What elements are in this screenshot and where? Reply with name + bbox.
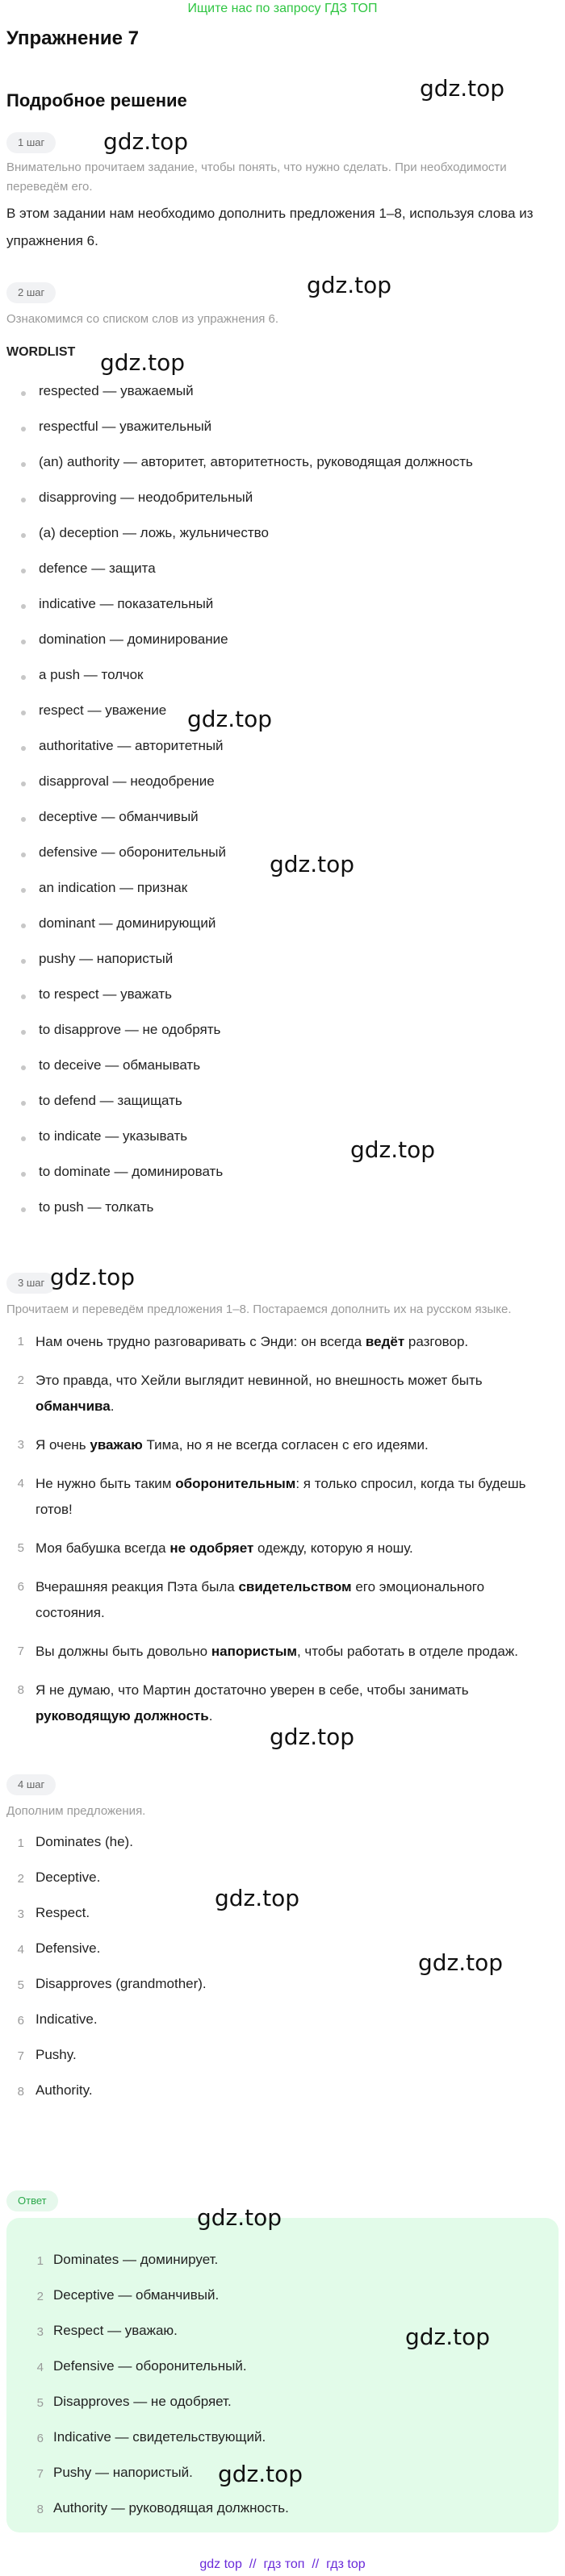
sentence-answer-word: обманчива	[36, 1398, 111, 1414]
completed-item: Pushy.	[36, 2047, 77, 2062]
top-search-link[interactable]: Ищите нас по запросу ГДЗ ТОП	[187, 2, 378, 15]
footer-links	[0, 2555, 565, 2574]
sentence-text: его эмоционального состояния.	[36, 1579, 485, 1620]
answer-item: Authority — руководящая должность.	[53, 2500, 289, 2516]
answer-item: Indicative — свидетельствующий.	[53, 2429, 266, 2445]
bullet-dot	[21, 1101, 26, 1106]
watermark: gdz.top	[103, 128, 189, 155]
wordlist-item: respected — уважаемый	[39, 383, 194, 398]
bullet-dot	[21, 427, 26, 431]
wordlist-item: respect — уважение	[39, 702, 167, 718]
item-number: 8	[17, 1683, 24, 1697]
wordlist-item: domination — доминирование	[39, 631, 228, 647]
completed-item: Authority.	[36, 2082, 93, 2098]
footer-separator: //	[312, 2557, 320, 2571]
sentence-answer-word: свидетельством	[238, 1579, 352, 1594]
wordlist-item: (an) authority — авторитет, авторитетность, руководящая должность	[39, 454, 473, 469]
wordlist-item: disapproval — неодобрение	[39, 773, 215, 789]
sentence-answer-word: не одобряет	[170, 1540, 254, 1556]
bullet-dot	[21, 994, 26, 999]
bullet-dot	[21, 533, 26, 538]
sentence-text: .	[208, 1708, 213, 1724]
bullet-dot	[21, 675, 26, 680]
wordlist-item: to deceive — обманывать	[39, 1057, 201, 1073]
item-number: 6	[17, 1580, 24, 1594]
wordlist-item: defensive — оборонительный	[39, 844, 227, 860]
footer-separator: //	[249, 2557, 257, 2571]
item-number: 2	[17, 1373, 24, 1387]
sentence-answer-word: оборонительным	[175, 1476, 296, 1491]
item-number: 1	[36, 2254, 44, 2268]
sentence-answer-word: ведёт	[365, 1334, 405, 1349]
sentence-text: разговор.	[404, 1334, 469, 1349]
item-number: 3	[17, 1438, 24, 1452]
completed-item: Indicative.	[36, 2011, 98, 2027]
item-number: 1	[17, 1836, 24, 1850]
step-1-text: В этом задании нам необходимо дополнить предложения 1–8, используя слова из упражнения 6.	[6, 206, 534, 248]
wordlist-item: respectful — уважительный	[39, 419, 212, 434]
completed-item: Deceptive.	[36, 1869, 101, 1885]
bullet-dot	[21, 923, 26, 928]
bullet-dot	[21, 391, 26, 396]
bullet-dot	[21, 817, 26, 822]
footer-link-gdz-top-ru[interactable]: гдз топ	[263, 2557, 305, 2571]
sentence	[36, 1639, 549, 1665]
bullet-dot	[21, 1030, 26, 1035]
watermark: gdz.top	[50, 1264, 136, 1290]
item-number: 6	[17, 2014, 24, 2028]
footer-link-gdz-top[interactable]: gdz top	[199, 2557, 242, 2571]
sentence	[36, 1536, 549, 1561]
sentence-text: Моя бабушка всегда	[36, 1540, 170, 1556]
bullet-dot	[21, 498, 26, 502]
sentence-text: Нам очень трудно разговаривать с Энди: он всегда	[36, 1334, 366, 1349]
item-number: 7	[17, 2049, 24, 2063]
completed-item: Disapproves (grandmother).	[36, 1976, 207, 1991]
wordlist-item: deceptive — обманчивый	[39, 809, 199, 824]
page-title: Упражнение 7	[6, 27, 139, 49]
sentence-text: Это правда, что Хейли выглядит невинной, но внешность может быть	[36, 1373, 483, 1388]
watermark: gdz.top	[218, 2461, 303, 2487]
answer-item: Respect — уважаю.	[53, 2323, 178, 2338]
sentence-text: одежду, которую я ношу.	[253, 1540, 413, 1556]
item-number: 7	[17, 1644, 24, 1658]
bullet-dot	[21, 711, 26, 715]
wordlist-item: dominant — доминирующий	[39, 915, 216, 931]
sentence-text: Не нужно быть таким	[36, 1476, 176, 1491]
step-1-hint: Внимательно прочитаем задание, чтобы понять, что нужно сделать. При необходимости переведём его.	[6, 160, 507, 194]
bullet-dot	[21, 1136, 26, 1141]
sentence-text: .	[110, 1398, 115, 1414]
sentence-text: Тима, но я не всегда согласен с его идеями.	[142, 1437, 429, 1453]
item-number: 1	[17, 1335, 24, 1348]
sentence	[36, 1574, 549, 1626]
wordlist-item: (a) deception — ложь, жульничество	[39, 525, 269, 540]
item-number: 4	[17, 1943, 24, 1957]
watermark: gdz.top	[420, 75, 505, 102]
sentence-text: : я только спросил, когда ты будешь готов!	[36, 1476, 526, 1517]
watermark: gdz.top	[307, 272, 392, 298]
wordlist-item: to dominate — доминировать	[39, 1164, 224, 1179]
wordlist-item: to defend — защищать	[39, 1093, 182, 1108]
watermark: gdz.top	[187, 706, 273, 732]
bullet-dot	[21, 569, 26, 573]
answer-badge: Ответ	[6, 2190, 58, 2211]
bullet-dot	[21, 640, 26, 644]
step-3-hint: Прочитаем и переведём предложения 1–8. Постараемся дополнить их на русском языке.	[6, 1303, 512, 1316]
step-1-badge: 1 шаг	[6, 132, 56, 153]
bullet-dot	[21, 1065, 26, 1070]
answer-item: Dominates — доминирует.	[53, 2252, 219, 2267]
answer-item: Pushy — напористый.	[53, 2465, 193, 2480]
watermark: gdz.top	[197, 2204, 282, 2231]
item-number: 6	[36, 2432, 44, 2445]
item-number: 5	[17, 1978, 24, 1992]
wordlist-item: authoritative — авторитетный	[39, 738, 224, 753]
sentence-text: Вчерашняя реакция Пэта была	[36, 1579, 239, 1594]
answer-item: Disapproves — не одобряет.	[53, 2394, 232, 2409]
item-number: 2	[17, 1872, 24, 1886]
bullet-dot	[21, 1207, 26, 1212]
wordlist-item: indicative — показательный	[39, 596, 214, 611]
bullet-dot	[21, 959, 26, 964]
answer-item: Defensive — оборонительный.	[53, 2358, 247, 2374]
watermark: gdz.top	[100, 349, 186, 376]
sentence	[36, 1678, 549, 1729]
watermark: gdz.top	[350, 1136, 436, 1163]
item-number: 5	[36, 2396, 44, 2410]
sentence-text: Вы должны быть довольно	[36, 1644, 211, 1659]
completed-item: Defensive.	[36, 1940, 101, 1956]
wordlist-item: disapproving — неодобрительный	[39, 490, 253, 505]
item-number: 3	[17, 1907, 24, 1921]
item-number: 4	[36, 2361, 44, 2374]
wordlist-item: to disapprove — не одобрять	[39, 1022, 221, 1037]
wordlist-item: defence — защита	[39, 561, 156, 576]
sentence-answer-word: уважаю	[90, 1437, 143, 1453]
step-4-badge: 4 шаг	[6, 1774, 56, 1795]
bullet-dot	[21, 746, 26, 751]
wordlist-item: an indication — признак	[39, 880, 188, 895]
sentence	[36, 1471, 549, 1523]
bullet-dot	[21, 888, 26, 893]
wordlist-item: to respect — уважать	[39, 986, 172, 1002]
watermark: gdz.top	[270, 851, 355, 877]
watermark: gdz.top	[215, 1885, 300, 1911]
item-number: 8	[17, 2085, 24, 2099]
watermark: gdz.top	[405, 2324, 491, 2350]
item-number: 4	[17, 1477, 24, 1490]
bullet-dot	[21, 604, 26, 609]
step-2-hint: Ознакомимся со списком слов из упражнения 6.	[6, 312, 279, 326]
sentence-text: , чтобы работать в отделе продаж.	[296, 1644, 518, 1659]
item-number: 3	[36, 2325, 44, 2339]
answer-item: Deceptive — обманчивый.	[53, 2287, 220, 2303]
watermark: gdz.top	[418, 1949, 504, 1976]
footer-link-gdz-top-mixed[interactable]: гдз top	[326, 2557, 366, 2571]
item-number: 7	[36, 2467, 44, 2481]
item-number: 5	[17, 1541, 24, 1555]
bullet-dot	[21, 852, 26, 857]
step-4-hint: Дополним предложения.	[6, 1804, 146, 1818]
sentence-text: Я очень	[36, 1437, 90, 1453]
step-3-badge: 3 шаг	[6, 1273, 56, 1294]
bullet-dot	[21, 1172, 26, 1177]
bullet-dot	[21, 462, 26, 467]
wordlist-title: WORDLIST	[6, 345, 76, 359]
wordlist-item: to indicate — указывать	[39, 1128, 188, 1144]
step-2-badge: 2 шаг	[6, 282, 56, 303]
completed-item: Respect.	[36, 1905, 90, 1920]
sentence-answer-word: напористым	[211, 1644, 297, 1659]
wordlist-item: a push — толчок	[39, 667, 144, 682]
item-number: 2	[36, 2290, 44, 2303]
wordlist-item: pushy — напористый	[39, 951, 174, 966]
sentence-answer-word: руководящую должность	[36, 1708, 209, 1724]
watermark: gdz.top	[270, 1724, 355, 1750]
sentence	[36, 1329, 549, 1355]
item-number: 8	[36, 2503, 44, 2516]
bullet-dot	[21, 782, 26, 786]
sentence-text: Я не думаю, что Мартин достаточно уверен в себе, чтобы занимать	[36, 1682, 469, 1698]
sentence	[36, 1432, 549, 1458]
sentence	[36, 1368, 549, 1419]
solution-heading: Подробное решение	[6, 90, 187, 110]
completed-item: Dominates (he).	[36, 1834, 133, 1849]
wordlist-item: to push — толкать	[39, 1199, 154, 1215]
